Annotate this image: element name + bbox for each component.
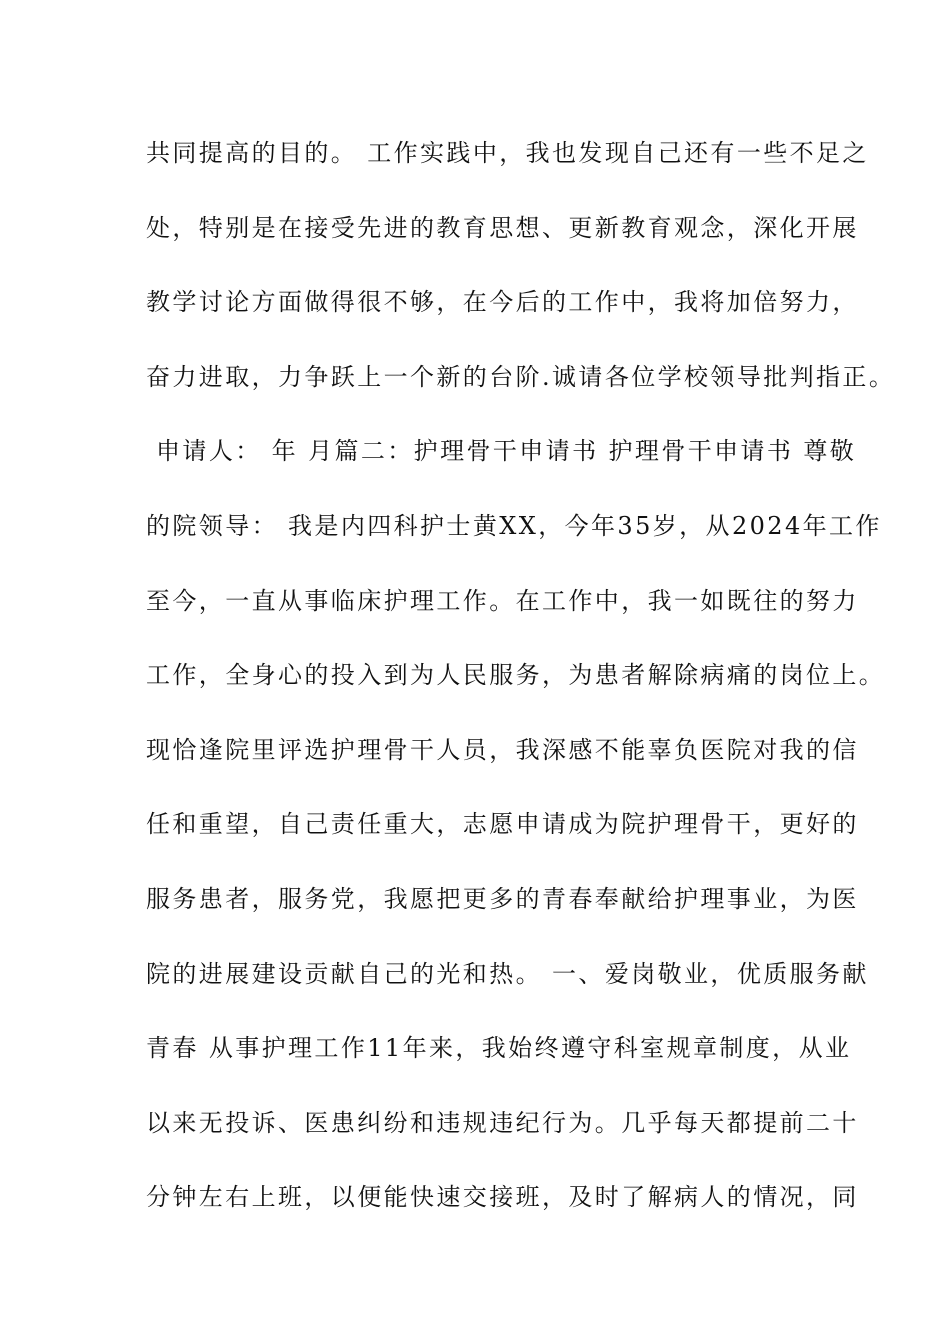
text-line-12: 院的进展建设贡献自己的光和热。 一、爱岗敬业，优质服务献 (146, 959, 869, 988)
text-line-4: 奋力进取，力争跃上一个新的台阶.诚请各位学校领导批判指正。 (146, 362, 896, 391)
text-line-8: 工作，全身心的投入到为人民服务，为患者解除病痛的岗位上。 (146, 661, 886, 690)
text-line-1: 共同提高的目的。 工作实践中，我也发现自己还有一些不足之 (146, 139, 869, 167)
text-line-10: 任和重望，自己责任重大，志愿申请成为院护理骨干，更好的 (146, 810, 859, 839)
text-line-11: 服务患者，服务党，我愿把更多的青春奉献给护理事业，为医 (146, 884, 859, 913)
text-line-13: 青春 从事护理工作11年来，我始终遵守科室规章制度，从业 (146, 1034, 852, 1063)
text-line-3: 教学讨论方面做得很不够，在今后的工作中，我将加倍努力， (146, 288, 859, 317)
text-line-15: 分钟左右上班，以便能快速交接班，及时了解病人的情况，同 (146, 1183, 859, 1212)
document-body (146, 131, 896, 1250)
text-line-5: 申请人： 年 月篇二：护理骨干申请书 护理骨干申请书 尊敬 (146, 437, 857, 466)
text-line-6: 的院领导： 我是内四科护士黄XX，今年35岁，从2024年工作 (146, 511, 882, 540)
text-line-9: 现恰逢院里评选护理骨干人员，我深感不能辜负医院对我的信 (146, 735, 859, 764)
text-line-7: 至今，一直从事临床护理工作。在工作中，我一如既往的努力 (146, 586, 859, 615)
text-line-2: 处，特别是在接受先进的教育思想、更新教育观念，深化开展 (146, 213, 859, 242)
text-line-14: 以来无投诉、医患纠纷和违规违纪行为。几乎每天都提前二十 (146, 1108, 859, 1137)
